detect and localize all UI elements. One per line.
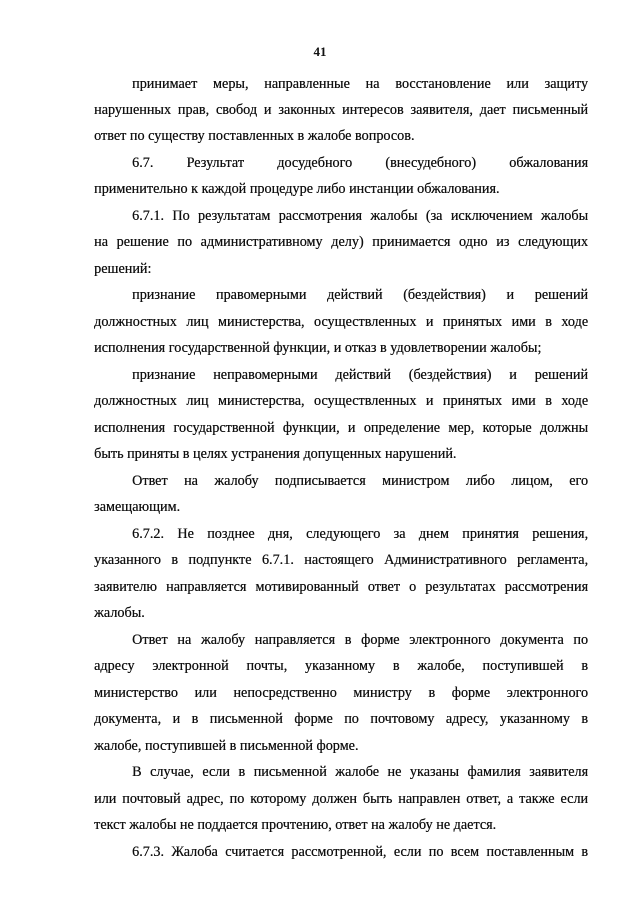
text-line: на решение по административному делу) принимается одно из следующих <box>94 234 588 250</box>
text-line: признание неправомерными действий (бездействия) и решений <box>132 367 588 383</box>
text-line: адресу электронной почты, указанному в жалобе, поступившей в <box>94 658 588 674</box>
text-line: должностных лиц министерства, осуществленных и принятых ими в ходе <box>94 393 588 409</box>
text-line: жалобе, поступившей в письменной форме. <box>94 738 359 754</box>
text-line: решений: <box>94 261 152 277</box>
text-line: принимает меры, направленные на восстановление или защиту <box>132 76 588 92</box>
text-line: текст жалобы не поддается прочтению, ответ на жалобу не дается. <box>94 817 497 833</box>
text-line: жалобы. <box>94 605 145 621</box>
text-line: исполнения государственной функции, и определение мер, которые должны <box>94 420 588 436</box>
text-line: 6.7.2. Не позднее дня, следующего за днем принятия решения, <box>132 526 588 542</box>
text-line: 6.7.1. По результатам рассмотрения жалобы (за исключением жалобы <box>132 208 588 224</box>
text-line: исполнения государственной функции, и отказ в удовлетворении жалобы; <box>94 340 542 356</box>
text-line: В случае, если в письменной жалобе не указаны фамилия заявителя <box>132 764 588 780</box>
text-line: 6.7. Результат досудебного (внесудебного) обжалования <box>132 155 588 171</box>
text-line: Ответ на жалобу направляется в форме электронного документа по <box>132 632 588 648</box>
text-line: ответ по существу поставленных в жалобе вопросов. <box>94 128 415 144</box>
text-line: признание правомерными действий (бездействия) и решений <box>132 287 588 303</box>
text-line: Ответ на жалобу подписывается министром либо лицом, его <box>132 473 588 489</box>
page-number: 41 <box>313 44 327 59</box>
text-line: или почтовый адрес, по которому должен быть направлен ответ, а также если <box>94 791 588 807</box>
text-line: документа, и в письменной форме по почтовому адресу, указанному в <box>94 711 588 727</box>
text-line: заявителю направляется мотивированный ответ о результатах рассмотрения <box>94 579 588 595</box>
text-line: должностных лиц министерства, осуществленных и принятых ими в ходе <box>94 314 588 330</box>
text-line: быть приняты в целях устранения допущенных нарушений. <box>94 446 457 462</box>
text-line: министерство или непосредственно министру в форме электронного <box>94 685 588 701</box>
text-line: нарушенных прав, свобод и законных интересов заявителя, дает письменный <box>94 102 588 118</box>
text-line: 6.7.3. Жалоба считается рассмотренной, если по всем поставленным в <box>132 844 588 860</box>
text-line: замещающим. <box>94 499 181 515</box>
text-line: указанного в подпункте 6.7.1. настоящего Административного регламента, <box>94 552 588 568</box>
text-line: применительно к каждой процедуре либо инстанции обжалования. <box>94 181 500 197</box>
